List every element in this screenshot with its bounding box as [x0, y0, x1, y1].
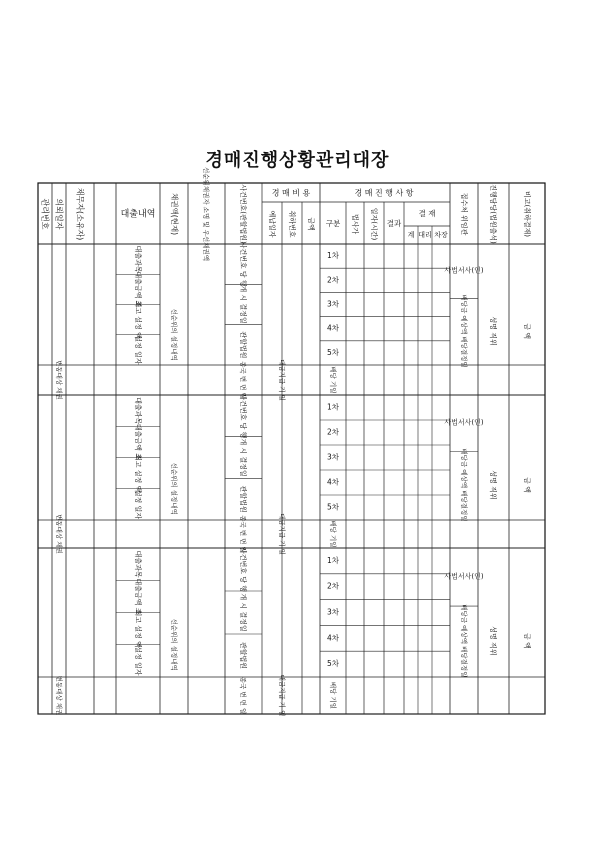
round-2-5: 5차 [326, 502, 340, 512]
round-1-2: 2차 [326, 275, 340, 285]
loan-item-3-3: 최고 설정 액 [134, 609, 142, 648]
footer-distrib-3: 배당 기일 [329, 681, 337, 710]
round-3-5: 5차 [326, 659, 340, 669]
remark-3: 금 액 [523, 633, 531, 649]
consign-1: 사법서사(인) [444, 266, 484, 275]
loan-item-2-4: 설정 일자 [134, 489, 142, 520]
header-prog-result: 결과 [386, 219, 402, 228]
loan-item-3-4: 설정 일자 [134, 646, 142, 676]
loan-item-1-3: 최고 설정 액 [134, 300, 142, 339]
case-item-1-2: 개 시 결정일 [239, 285, 247, 324]
remark-1: 금 액 [523, 323, 531, 339]
round-3-4: 4차 [326, 633, 340, 643]
priority-note-3: 선순위의 설정내역 [170, 618, 178, 671]
header-priority: 선순위채권자 소명 및 우선채권액 [202, 166, 210, 262]
remark-2: 금 액 [523, 477, 531, 493]
loan-item-2-1: 대출과목 [134, 397, 142, 425]
footer-delay-2: 대금지급 기 일 [278, 513, 286, 555]
loan-item-2-3: 최고 설정 액 [134, 453, 142, 493]
priority-note-1: 선순위의 설정내역 [170, 308, 178, 361]
header-prog-court-price: 법사가 [351, 213, 359, 235]
loan-item-2-2: 대출금액 조 [134, 423, 142, 460]
round-1-5: 5차 [326, 347, 340, 357]
round-1-4: 4차 [326, 323, 340, 333]
header-loan: 대출내역 [120, 209, 156, 220]
loan-item-1-2: 대출금액 조 [134, 271, 142, 308]
case-item-2-3: 관할법원 [239, 485, 247, 513]
round-3-3: 3차 [326, 607, 340, 617]
page-title: 경매진행상황관리대장 [205, 150, 390, 171]
delivery-1: 배당금 예상액 배당결정일 [460, 294, 468, 368]
case-item-1-3: 관할법원 [239, 331, 247, 359]
header-progress-group: 경 매 진 행 사 항 [354, 188, 414, 198]
header-debtor: 채무자(소유자) [75, 187, 85, 241]
header-auction-date: 의뢰일자 [54, 198, 64, 230]
footer-case-3: 종국 변 면 일 [239, 676, 247, 715]
loan-item-3-1: 대출과목 [134, 550, 142, 578]
header-consign: 접수처 위임관 [460, 192, 468, 236]
header-prog-gye: 계 [407, 231, 415, 239]
case-item-1-1: 사건번호 당 행 [239, 241, 247, 287]
footer-case-1: 종국 변 면 일 [239, 361, 247, 399]
round-3-1: 1차 [326, 555, 340, 565]
header-prog-date: 일자(시간) [370, 207, 378, 241]
header-prog-daeri: 대리 [418, 231, 432, 239]
priority-note-2: 선순위의 설정내역 [170, 462, 178, 515]
header-prog-gubun: 구분 [325, 219, 341, 228]
footer-delay-3: 대금지급 기 일 [278, 674, 286, 717]
loan-item-3-2: 대출금액 조 [134, 578, 142, 615]
delivery-2: 배당금 예상액 배당결정일 [460, 448, 468, 522]
footer-distrib-1: 배당 기일 [329, 366, 337, 394]
header-attend: 진행담당(법원출석) [489, 184, 497, 244]
footer-left-1: 변동대상 채권 [55, 360, 63, 400]
header-prog-kyeoljae: 결 재 [418, 209, 436, 218]
round-1-3: 3차 [326, 299, 340, 309]
case-item-2-2: 개 시 결정일 [239, 438, 247, 477]
header-prog-chajang: 차장 [434, 231, 448, 239]
header-cost-date: 예납일자 [268, 210, 276, 238]
header-case: 사건번호(관할법원) [239, 184, 247, 244]
attend-3: 성명 직위 [489, 626, 497, 656]
footer-delay-1: 대금지급 기 일 [278, 359, 286, 401]
header-claim: 채권액(현재) [170, 192, 179, 236]
header-cost-amount: 금액 [307, 217, 315, 231]
footer-left-2: 변동대상 채권 [55, 514, 63, 554]
footer-case-2: 종국 변 면 일 [239, 515, 247, 553]
round-3-2: 2차 [326, 581, 340, 591]
round-1-1: 1차 [326, 251, 340, 261]
consign-3: 사법서사(인) [444, 572, 484, 581]
loan-item-1-4: 설정 일자 [134, 335, 142, 365]
header-cost-no: 취하번호 [288, 210, 296, 238]
consign-2: 사법서사(인) [444, 418, 484, 427]
round-2-4: 4차 [326, 477, 340, 487]
round-2-2: 2차 [326, 427, 340, 437]
header-mgmt-no: 관리번호 [40, 198, 50, 230]
case-item-3-3: 관할법원 [239, 641, 247, 670]
header-cost-group: 경 매 비 용 [271, 188, 311, 198]
header-remark: 비고(취하결재) [523, 190, 531, 238]
footer-left-3: 변동대상 채권 [55, 675, 63, 716]
case-item-2-1: 사건번호 당 행 [239, 393, 247, 439]
round-2-3: 3차 [326, 452, 340, 462]
attend-2: 성명 직위 [489, 470, 497, 500]
attend-1: 성명 직위 [489, 316, 497, 346]
delivery-3: 배당금 예상액 배당결정일 [460, 604, 468, 678]
loan-item-1-1: 대출과목 [134, 245, 142, 273]
footer-distrib-2: 배당 기일 [329, 520, 337, 548]
case-item-3-2: 개 시 결정일 [239, 593, 247, 632]
round-2-1: 1차 [326, 402, 340, 412]
case-item-3-1: 사건번호 당 행 [239, 546, 247, 593]
